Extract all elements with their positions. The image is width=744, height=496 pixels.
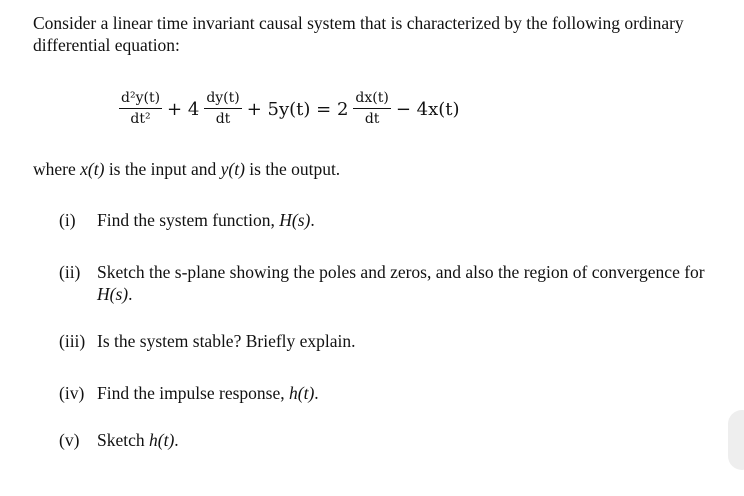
question-text: Find the system function, H(s).: [97, 210, 315, 230]
where-text: is the output.: [244, 159, 341, 179]
fraction-denominator: dt²: [130, 111, 151, 127]
where-text: is the input and: [104, 159, 221, 179]
fraction-denominator: dt: [215, 111, 231, 127]
output-signal: y(t): [220, 159, 245, 179]
fraction-numerator: d²y(t): [119, 90, 162, 109]
fraction-numerator: dx(t): [353, 90, 390, 109]
question-number: (v): [59, 430, 80, 450]
question-text: Sketch h(t).: [97, 430, 179, 450]
question-number: (iii): [59, 331, 86, 351]
question-item: [59, 261, 717, 305]
question-item: [59, 330, 717, 352]
first-derivative-x: [353, 90, 390, 128]
first-derivative-y: [204, 90, 241, 128]
question-item: [59, 382, 717, 404]
question-item: [59, 209, 717, 231]
where-text: where: [33, 159, 81, 179]
fraction-numerator: dy(t): [204, 90, 241, 109]
question-item: [59, 429, 717, 451]
second-derivative-y: [119, 90, 162, 128]
input-signal: x(t): [80, 159, 105, 179]
question-number: (i): [59, 210, 76, 230]
variable-definition: [33, 158, 340, 180]
intro-paragraph: Consider a linear time invariant causal system that is characterized by the following ordinary differential equation:: [33, 13, 684, 55]
question-number: (ii): [59, 262, 81, 282]
question-text: Is the system stable? Briefly explain.: [97, 331, 356, 351]
operator-term: − 4x(t): [395, 98, 460, 120]
edge-shadow: [728, 410, 744, 470]
question-number: (iv): [59, 383, 85, 403]
fraction-denominator: dt: [364, 111, 380, 127]
question-text: Find the impulse response, h(t).: [97, 383, 319, 403]
question-text: Sketch the s-plane showing the poles and zeros, and also the region of convergence for H(s).: [97, 262, 705, 304]
operator-term: + 5y(t) = 2: [246, 98, 349, 120]
operator-term: + 4: [167, 98, 200, 120]
differential-equation: [116, 84, 462, 134]
